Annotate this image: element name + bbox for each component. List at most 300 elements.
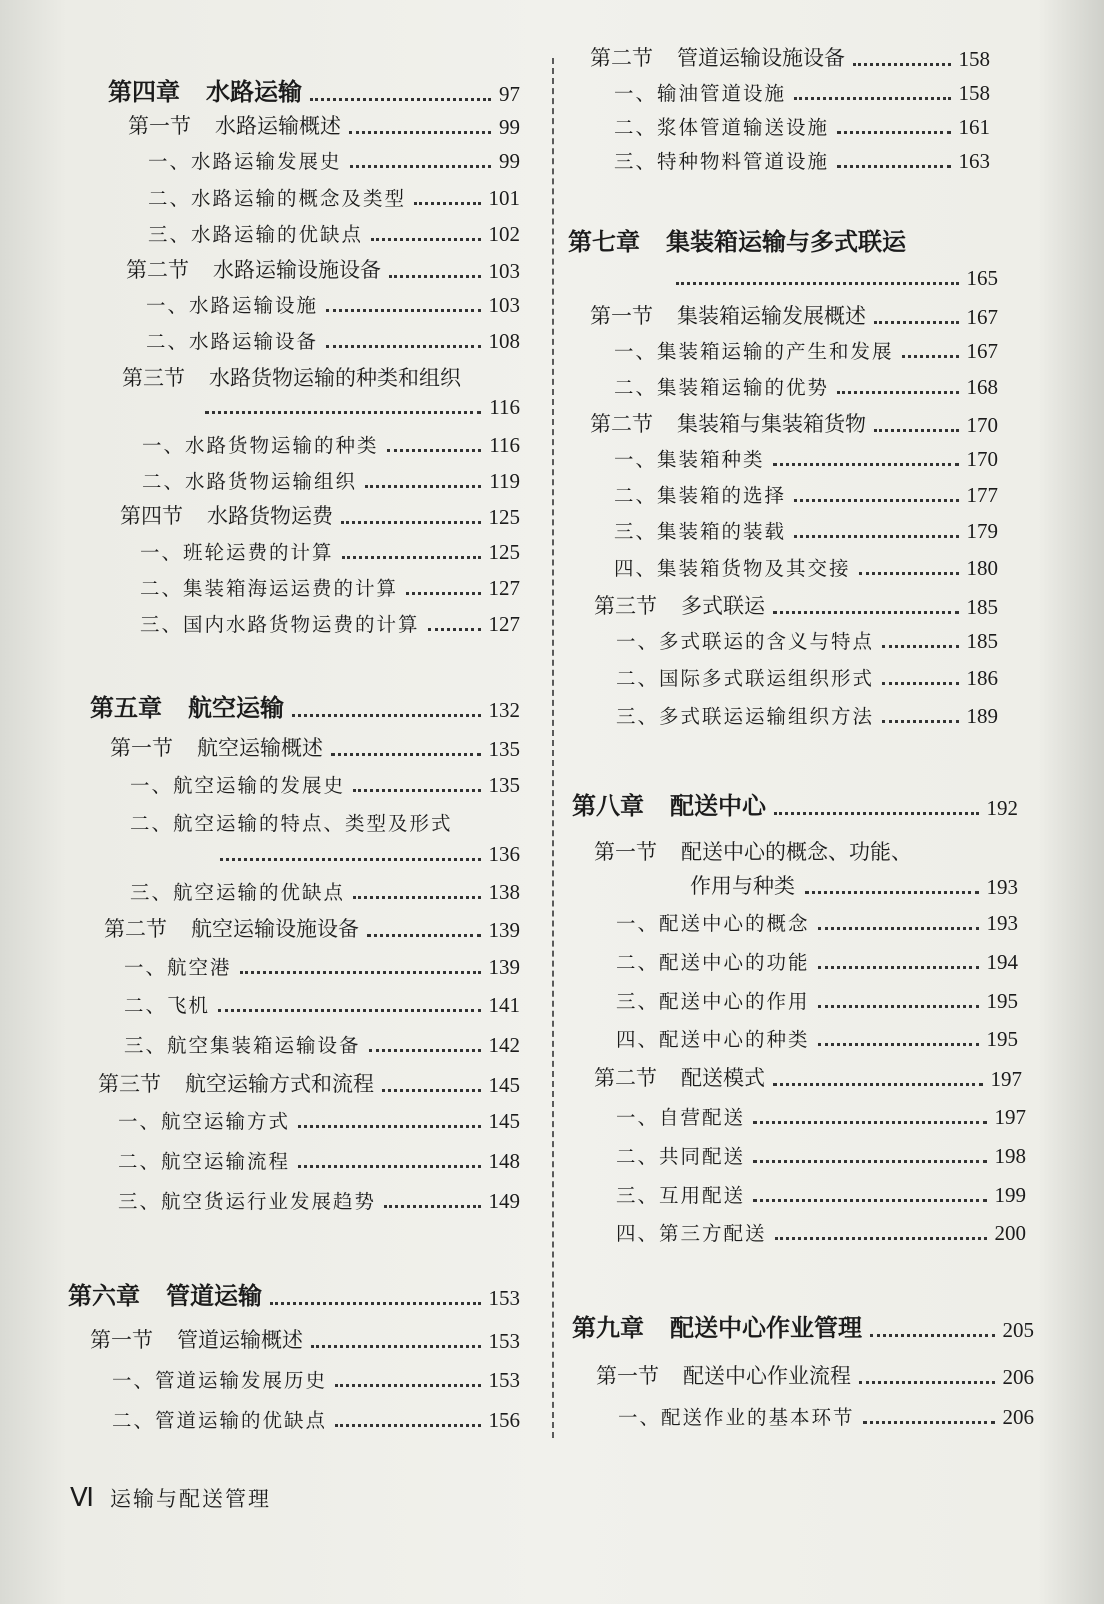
toc-entry-text [594, 590, 765, 620]
section-title: 配送中心作业流程 [683, 1364, 851, 1388]
leader-dots [292, 714, 481, 717]
section-title: 集装箱与集装箱货物 [677, 412, 866, 436]
toc-item-entry [124, 990, 520, 1018]
toc-item-entry [616, 1218, 1026, 1246]
item-title: 一、集装箱种类 [614, 448, 765, 471]
section-number: 第二节 [590, 412, 653, 436]
toc-entry-text [118, 1146, 290, 1174]
toc-entry-text [90, 688, 284, 723]
leader-dots [326, 345, 480, 348]
section-title: 航空运输设施设备 [191, 917, 359, 941]
leader-dots [428, 628, 481, 631]
leader-dots [367, 934, 481, 937]
item-title: 三、水路运输的优缺点 [148, 223, 364, 246]
leader-dots [794, 499, 958, 502]
toc-section-entry [90, 1324, 520, 1354]
toc-item-entry [130, 877, 520, 905]
item-title: 二、配送中心的功能 [616, 951, 810, 974]
toc-entry-continuation [676, 266, 998, 291]
item-title: 二、共同配送 [616, 1145, 746, 1168]
leader-dots [341, 521, 481, 524]
section-number: 第一节 [590, 304, 653, 328]
toc-entry-text [112, 1405, 327, 1433]
page-number: 189 [966, 704, 998, 728]
item-title: 三、集装箱的装载 [614, 520, 787, 543]
section-title: 航空运输概述 [197, 736, 323, 760]
leader-dots [676, 282, 959, 285]
page-number: 139 [488, 918, 520, 942]
page-number: 116 [489, 433, 520, 457]
toc-entry-text [590, 42, 845, 72]
toc-chapter-entry [568, 222, 998, 257]
page-number: 141 [488, 993, 520, 1017]
toc-entry-text [616, 1102, 745, 1130]
toc-entry-text [614, 112, 829, 140]
toc-entry-text [130, 770, 345, 798]
toc-entry-text [148, 183, 406, 211]
toc-entry-text [614, 444, 765, 472]
toc-item-entry [616, 701, 998, 729]
book-title: 运输与配送管理 [109, 1487, 271, 1511]
page-number: 135 [488, 773, 520, 797]
leader-dots [218, 1009, 480, 1012]
section-number: 第一节 [128, 114, 191, 138]
leader-dots [882, 720, 958, 723]
toc-item-entry [118, 1106, 520, 1134]
leader-dots [775, 1237, 987, 1240]
page-number: 119 [489, 469, 520, 493]
leader-dots [859, 572, 959, 575]
page-number: 153 [488, 1286, 520, 1310]
leader-dots [371, 238, 480, 241]
section-number: 第二节 [594, 1066, 657, 1090]
toc-entry-text [140, 609, 420, 637]
section-title: 集装箱运输发展概述 [677, 304, 866, 328]
toc-item-entry [614, 112, 990, 140]
leader-dots [773, 1083, 983, 1086]
section-title: 水路运输概述 [215, 114, 341, 138]
leader-dots [753, 1199, 986, 1202]
chapter-number: 第六章 [68, 1282, 140, 1310]
leader-dots [863, 1421, 995, 1424]
leader-dots [369, 1049, 481, 1052]
toc-item-entry [616, 947, 1018, 975]
toc-entry-text [90, 1324, 303, 1354]
section-number: 第二节 [590, 46, 653, 70]
leader-dots [384, 1205, 480, 1208]
toc-entry-text [616, 701, 874, 729]
section-title: 航空运输方式和流程 [185, 1072, 374, 1096]
page-number: 206 [1002, 1405, 1034, 1429]
chapter-title: 集装箱运输与多式联运 [666, 228, 906, 256]
page-number: 99 [499, 115, 520, 139]
leader-dots [311, 1345, 481, 1348]
toc-entry-text [616, 1180, 745, 1208]
leader-dots [870, 1334, 995, 1337]
leader-dots [794, 535, 958, 538]
toc-entry-text [108, 72, 302, 107]
toc-section-entry [98, 1068, 520, 1098]
page-number: 142 [488, 1033, 520, 1057]
chapter-title: 管道运输 [166, 1282, 262, 1310]
page-number: 135 [488, 737, 520, 761]
page-number: 195 [986, 989, 1018, 1013]
toc-entry-text [572, 1308, 862, 1343]
page-number: 179 [966, 519, 998, 543]
item-title: 三、互用配送 [616, 1184, 746, 1207]
section-number: 第一节 [110, 736, 173, 760]
leader-dots [818, 1043, 979, 1046]
leader-dots [406, 592, 480, 595]
toc-chapter-entry [90, 688, 520, 723]
leader-dots [389, 275, 481, 278]
item-title: 一、航空运输方式 [118, 1110, 291, 1133]
toc-item-entry [112, 1365, 520, 1393]
leader-dots [794, 97, 950, 100]
page-number: 102 [488, 222, 520, 246]
page-number: 195 [986, 1027, 1018, 1051]
toc-entry-text [68, 1276, 262, 1311]
toc-entry-text [124, 952, 232, 980]
section-number: 第一节 [596, 1364, 659, 1388]
toc-section-entry [120, 500, 520, 530]
section-number: 第三节 [98, 1072, 161, 1096]
leader-dots [205, 411, 481, 414]
item-title: 二、航空运输的特点、类型及形式 [130, 812, 453, 835]
item-title: 三、航空集装箱运输设备 [124, 1034, 361, 1057]
leader-dots [902, 355, 959, 358]
page-number: 163 [958, 149, 990, 173]
page-number: 205 [1002, 1318, 1034, 1342]
leader-dots [414, 202, 480, 205]
toc-entry-text [616, 986, 810, 1014]
leader-dots [331, 753, 481, 756]
section-number: 第四节 [120, 504, 183, 528]
toc-entry-text [590, 408, 866, 438]
item-title: 一、管道运输发展历史 [112, 1369, 328, 1392]
leader-dots [298, 1165, 480, 1168]
toc-item-entry [614, 444, 998, 472]
page-number: 103 [488, 293, 520, 317]
toc-item-entry [616, 1141, 1026, 1169]
leader-dots [350, 165, 491, 168]
page-number: 158 [958, 81, 990, 105]
page-number-roman: Ⅵ [70, 1482, 94, 1512]
toc-item-entry [142, 430, 520, 458]
toc-item-entry [148, 219, 520, 247]
section-title: 配送中心的概念、功能、 [681, 840, 912, 864]
toc-entry-text [572, 786, 766, 821]
toc-entry-text [128, 110, 341, 140]
toc-item-entry [142, 466, 520, 494]
item-title: 二、浆体管道输送设施 [614, 116, 830, 139]
leader-dots [353, 789, 480, 792]
toc-item-entry [148, 146, 520, 174]
toc-item-entry [618, 1402, 1034, 1430]
page-number: 197 [994, 1105, 1026, 1129]
toc-entry-text [616, 1218, 767, 1246]
toc-item-entry [616, 663, 998, 691]
leader-dots [874, 321, 959, 324]
page-number: 97 [499, 82, 520, 106]
leader-dots [859, 1381, 995, 1384]
leader-dots [774, 812, 979, 815]
page-number: 177 [966, 483, 998, 507]
leader-dots [382, 1089, 481, 1092]
chapter-number: 第九章 [572, 1314, 644, 1342]
toc-item-entry [616, 908, 1018, 936]
page-number: 127 [488, 612, 520, 636]
leader-dots [805, 891, 979, 894]
toc-entry-text [126, 254, 381, 284]
page-number: 153 [488, 1329, 520, 1353]
toc-entry-text [616, 908, 810, 936]
chapter-title: 配送中心 [670, 792, 766, 820]
toc-entry-text [614, 372, 829, 400]
page-number: 167 [966, 339, 998, 363]
leader-dots [882, 682, 958, 685]
toc-section-entry [590, 300, 998, 330]
item-title: 三、航空运输的优缺点 [130, 881, 346, 904]
item-title: 一、自营配送 [616, 1106, 746, 1129]
item-title: 二、水路货物运输组织 [142, 470, 358, 493]
leader-dots [773, 611, 959, 614]
page-number: 200 [994, 1221, 1026, 1245]
toc-item-entry [614, 336, 998, 364]
column-divider [552, 58, 554, 1438]
chapter-number: 第四章 [108, 78, 180, 106]
page-number: 132 [488, 698, 520, 722]
toc-item-entry [148, 183, 520, 211]
leader-dots [335, 1384, 480, 1387]
page-number: 101 [488, 186, 520, 210]
page-number: 168 [966, 375, 998, 399]
toc-entry-text [614, 146, 829, 174]
leader-dots [335, 1424, 480, 1427]
toc-entry-text [614, 553, 851, 581]
toc-item-entry [614, 553, 998, 581]
item-title: 三、多式联运运输组织方法 [616, 705, 875, 728]
toc-section-entry [126, 254, 520, 284]
chapter-title: 配送中心作业管理 [670, 1314, 862, 1342]
toc-item-entry [140, 609, 520, 637]
chapter-title: 水路运输 [206, 78, 302, 106]
toc-chapter-entry [108, 72, 520, 107]
page-number: 170 [966, 447, 998, 471]
toc-entry-text [140, 573, 398, 601]
item-title: 三、航空货运行业发展趋势 [118, 1190, 377, 1213]
item-title: 二、水路运输设备 [146, 330, 319, 353]
leader-dots [882, 645, 958, 648]
page-number: 125 [488, 540, 520, 564]
toc-section-entry [110, 732, 520, 762]
toc-section-entry [122, 362, 520, 392]
page-number: 185 [966, 595, 998, 619]
page-number: 139 [488, 955, 520, 979]
toc-item-entry [118, 1146, 520, 1174]
toc-entry-text [124, 990, 210, 1018]
toc-item-entry [614, 480, 998, 508]
section-title: 配送模式 [681, 1066, 765, 1090]
page-number: 158 [958, 47, 990, 71]
leader-dots [874, 429, 959, 432]
toc-entry-text [142, 430, 379, 458]
toc-item-entry [130, 770, 520, 798]
leader-dots [270, 1302, 481, 1305]
page-number: 116 [489, 395, 520, 419]
page-number: 153 [488, 1368, 520, 1392]
item-title: 一、班轮运费的计算 [140, 541, 334, 564]
toc-entry-text [110, 732, 323, 762]
toc-chapter-entry [68, 1276, 520, 1311]
page-number: 193 [986, 911, 1018, 935]
page-number: 180 [966, 556, 998, 580]
item-title: 一、水路运输设施 [146, 294, 319, 317]
leader-dots [837, 131, 950, 134]
section-title: 管道运输设施设备 [677, 46, 845, 70]
toc-item-entry [616, 626, 998, 654]
toc-section-continuation [690, 870, 1018, 900]
page-number: 197 [990, 1067, 1022, 1091]
toc-entry-text [140, 537, 334, 565]
page-number: 192 [986, 796, 1018, 820]
leader-dots [818, 927, 979, 930]
page-number: 127 [488, 576, 520, 600]
toc-entry-text [590, 300, 866, 330]
toc-entry-text [568, 222, 906, 257]
toc-entry-text [146, 290, 318, 318]
item-title: 二、飞机 [124, 994, 211, 1017]
toc-chapter-entry [572, 1308, 1034, 1343]
toc-entry-text [142, 466, 357, 494]
toc-entry-text [614, 78, 786, 106]
toc-item-entry [146, 290, 520, 318]
toc-entry-text [112, 1365, 327, 1393]
toc-chapter-entry [572, 786, 1018, 821]
toc-item-entry [130, 808, 520, 836]
page-number: 161 [958, 115, 990, 139]
page-number: 125 [488, 505, 520, 529]
toc-item-entry [124, 1030, 520, 1058]
chapter-number: 第五章 [90, 694, 162, 722]
page-number: 156 [488, 1408, 520, 1432]
toc-entry-text [148, 219, 363, 247]
section-number: 第三节 [594, 594, 657, 618]
section-number: 第二节 [126, 258, 189, 282]
section-number: 第二节 [104, 917, 167, 941]
page-number: 149 [488, 1189, 520, 1213]
toc-item-entry [616, 1102, 1026, 1130]
toc-section-entry [590, 42, 990, 72]
item-title: 二、管道运输的优缺点 [112, 1409, 328, 1432]
toc-entry-text [122, 362, 461, 392]
toc-section-entry [594, 590, 998, 620]
item-title: 四、第三方配送 [616, 1222, 767, 1245]
toc-entry-text [616, 663, 874, 691]
toc-entry-text [118, 1186, 376, 1214]
item-title: 二、航空运输流程 [118, 1150, 291, 1173]
item-title: 一、多式联运的含义与特点 [616, 630, 875, 653]
leader-dots [342, 556, 481, 559]
toc-section-entry [128, 110, 520, 140]
toc-entry-text [120, 500, 333, 530]
leader-dots [353, 896, 480, 899]
toc-item-entry [146, 326, 520, 354]
leader-dots [387, 449, 482, 452]
toc-item-entry [616, 1180, 1026, 1208]
item-title: 三、国内水路货物运费的计算 [140, 613, 420, 636]
item-title: 二、水路运输的概念及类型 [148, 187, 407, 210]
chapter-number: 第七章 [568, 228, 640, 256]
leader-dots [326, 309, 480, 312]
toc-item-entry [616, 1024, 1018, 1052]
item-title: 三、配送中心的作用 [616, 990, 810, 1013]
toc-entry-text [118, 1106, 290, 1134]
toc-entry-text [614, 480, 786, 508]
page-number: 145 [488, 1109, 520, 1133]
toc-entry-text [614, 516, 786, 544]
toc-entry-text [146, 326, 318, 354]
section-title-line2: 作用与种类 [690, 874, 795, 898]
toc-entry-text [98, 1068, 374, 1098]
toc-item-entry [614, 516, 998, 544]
section-title: 管道运输概述 [177, 1328, 303, 1352]
page-number: 103 [488, 259, 520, 283]
leader-dots [220, 858, 481, 861]
toc-item-entry [140, 573, 520, 601]
toc-entry-continuation [220, 842, 520, 867]
leader-dots [837, 165, 950, 168]
chapter-number: 第八章 [572, 792, 644, 820]
toc-section-entry [104, 913, 520, 943]
section-number: 第一节 [594, 840, 657, 864]
toc-entry-text [618, 1402, 855, 1430]
item-title: 一、水路运输发展史 [148, 150, 342, 173]
item-title: 一、配送作业的基本环节 [618, 1406, 855, 1429]
toc-entry-text [616, 947, 810, 975]
toc-entry-text [148, 146, 342, 174]
toc-section-entry [594, 836, 1018, 866]
leader-dots [753, 1160, 986, 1163]
page-number: 145 [488, 1073, 520, 1097]
page-number: 186 [966, 666, 998, 690]
section-title: 多式联运 [681, 594, 765, 618]
toc-entry-continuation [205, 395, 520, 420]
chapter-title: 航空运输 [188, 694, 284, 722]
page-footer [70, 1482, 271, 1513]
item-title: 四、配送中心的种类 [616, 1028, 810, 1051]
item-title: 二、集装箱运输的优势 [614, 376, 830, 399]
toc-item-entry [140, 537, 520, 565]
toc-entry-text [124, 1030, 361, 1058]
toc-section-entry [596, 1360, 1034, 1390]
item-title: 一、航空港 [124, 956, 232, 979]
page-number: 136 [488, 842, 520, 866]
leader-dots [773, 463, 959, 466]
section-number: 第一节 [90, 1328, 153, 1352]
toc-section-entry [590, 408, 998, 438]
toc-entry-text [614, 336, 894, 364]
leader-dots [753, 1121, 986, 1124]
item-title: 一、集装箱运输的产生和发展 [614, 340, 894, 363]
section-number: 第三节 [122, 366, 185, 390]
item-title: 三、特种物料管道设施 [614, 150, 830, 173]
item-title: 二、集装箱的选择 [614, 484, 787, 507]
toc-entry-text [616, 1141, 745, 1169]
item-title: 二、国际多式联运组织形式 [616, 667, 875, 690]
toc-item-entry [124, 952, 520, 980]
page-number: 185 [966, 629, 998, 653]
